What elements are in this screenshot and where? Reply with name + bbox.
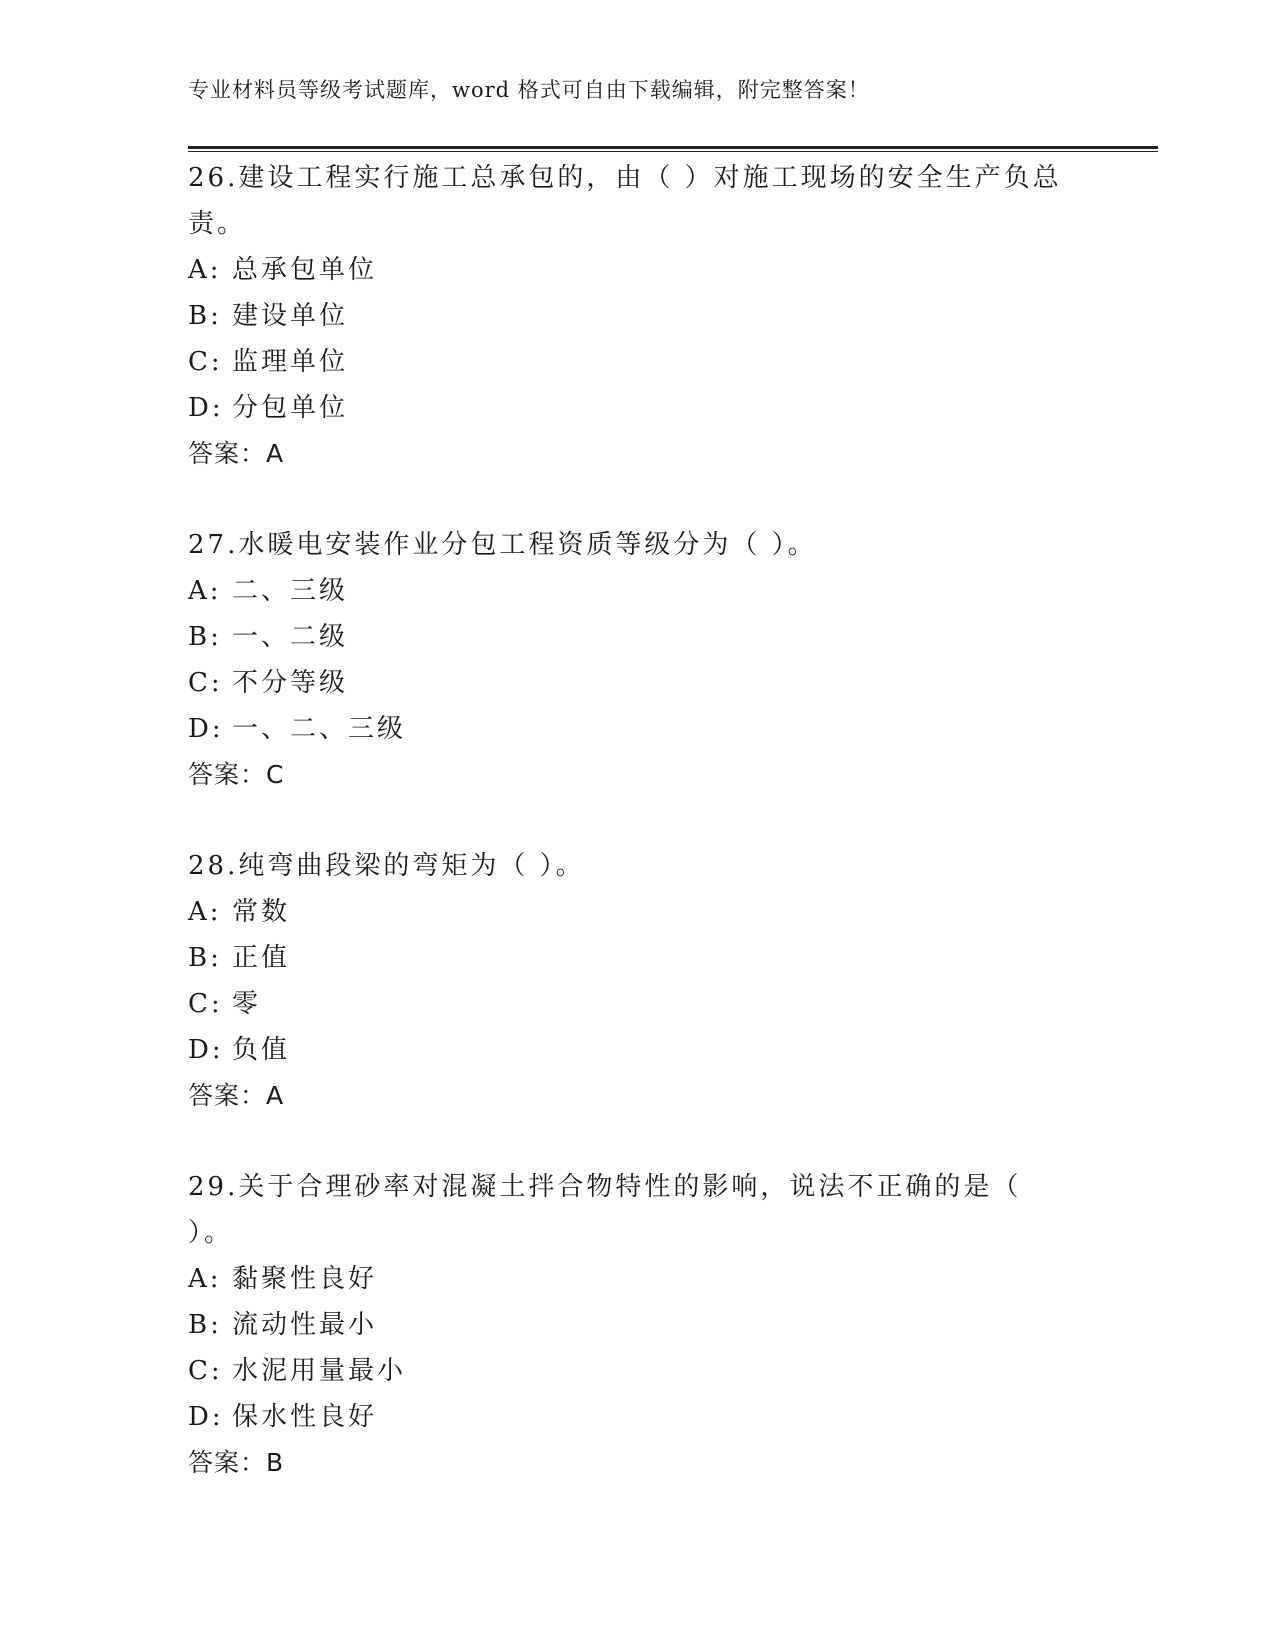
option-letter: A:	[188, 255, 222, 285]
answer: 答案：B	[188, 1448, 285, 1477]
option-text: 监理单位	[232, 347, 349, 377]
option-text: 一、二、三级	[232, 714, 407, 744]
option-text: 正值	[232, 943, 291, 973]
option-c	[188, 660, 1068, 706]
answer: 答案：C	[188, 760, 285, 789]
option-a	[188, 889, 1068, 935]
question-stem: 28.纯弯曲段梁的弯矩为（ ）。	[188, 851, 585, 881]
header-rule-thin	[188, 151, 1158, 152]
option-letter: C:	[188, 668, 223, 698]
option-text: 总承包单位	[232, 255, 378, 285]
option-d	[188, 385, 1068, 431]
option-c	[188, 339, 1068, 385]
option-text: 二、三级	[232, 576, 349, 606]
option-text: 流动性最小	[232, 1310, 378, 1340]
option-text: 保水性良好	[232, 1402, 378, 1432]
option-letter: D:	[188, 1035, 224, 1065]
option-text: 负值	[232, 1035, 291, 1065]
option-c	[188, 1348, 1068, 1394]
option-letter: C:	[188, 1356, 223, 1386]
option-letter: D:	[188, 1402, 224, 1432]
option-text: 零	[232, 989, 262, 1019]
option-letter: C:	[188, 347, 223, 377]
option-d	[188, 1027, 1068, 1073]
option-letter: C:	[188, 989, 223, 1019]
page-header: 专业材料员等级考试题库，word 格式可自由下载编辑，附完整答案！	[188, 78, 870, 102]
option-letter: B:	[188, 1310, 222, 1340]
option-text: 黏聚性良好	[232, 1264, 378, 1294]
option-letter: A:	[188, 576, 222, 606]
option-b	[188, 614, 1068, 660]
option-text: 常数	[232, 897, 291, 927]
option-letter: B:	[188, 622, 222, 652]
option-text: 不分等级	[232, 668, 349, 698]
question-27	[188, 522, 1068, 798]
option-text: 分包单位	[232, 393, 349, 423]
option-b	[188, 935, 1068, 981]
option-text: 水泥用量最小	[232, 1356, 407, 1386]
option-text: 一、二级	[232, 622, 349, 652]
header-rule-thick	[188, 146, 1158, 149]
option-letter: A:	[188, 1264, 222, 1294]
option-b	[188, 293, 1068, 339]
option-c	[188, 981, 1068, 1027]
option-letter: D:	[188, 714, 224, 744]
option-letter: D:	[188, 393, 224, 423]
question-26	[188, 155, 1068, 477]
answer: 答案：A	[188, 1081, 285, 1110]
question-29	[188, 1164, 1068, 1486]
option-letter: B:	[188, 943, 222, 973]
question-list	[188, 155, 1068, 1531]
option-a	[188, 1256, 1068, 1302]
option-letter: B:	[188, 301, 222, 331]
question-28	[188, 843, 1068, 1119]
option-b	[188, 1302, 1068, 1348]
option-a	[188, 247, 1068, 293]
option-a	[188, 568, 1068, 614]
question-stem: 29.关于合理砂率对混凝土拌合物特性的影响，说法不正确的是（ ）。	[188, 1172, 1022, 1248]
option-text: 建设单位	[232, 301, 349, 331]
answer: 答案：A	[188, 439, 285, 468]
option-d	[188, 1394, 1068, 1440]
option-letter: A:	[188, 897, 222, 927]
question-stem: 26.建设工程实行施工总承包的，由（ ）对施工现场的安全生产负总责。	[188, 163, 1062, 239]
question-stem: 27.水暖电安装作业分包工程资质等级分为（ ）。	[188, 530, 817, 560]
option-d	[188, 706, 1068, 752]
